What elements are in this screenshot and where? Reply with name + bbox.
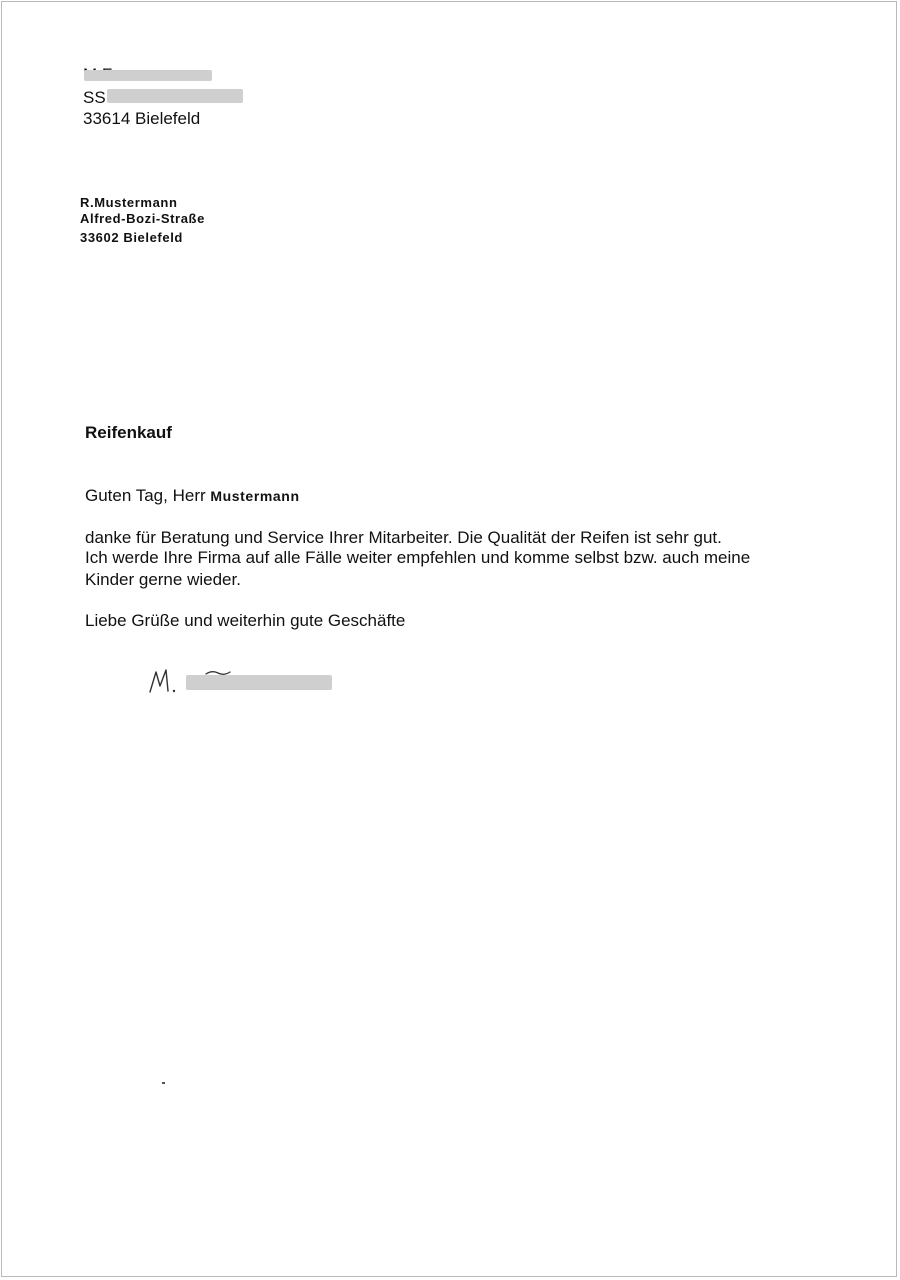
page-frame — [1, 1, 897, 1277]
recipient-street: Alfred-Bozi-Straße — [80, 211, 205, 226]
letter-closing: Liebe Grüße und weiterhin gute Geschäfte — [85, 611, 406, 630]
salutation-prefix: Guten Tag, Herr — [85, 486, 206, 505]
salutation — [85, 485, 300, 507]
sender-name-redaction — [84, 70, 212, 81]
sender-street-redaction — [107, 89, 243, 103]
recipient-city: 33602 Bielefeld — [80, 230, 183, 245]
scan-speck — [162, 1082, 165, 1084]
body-line: Kinder gerne wieder. — [85, 570, 241, 589]
recipient-name: R.Mustermann — [80, 195, 178, 210]
sender-street: SS — [83, 88, 106, 107]
salutation-name: Mustermann — [210, 488, 300, 504]
signature-redaction — [186, 675, 332, 690]
sender-city: 33614 Bielefeld — [83, 109, 201, 128]
letter-subject: Reifenkauf — [85, 423, 172, 442]
body-line: Ich werde Ihre Firma auf alle Fälle weiter empfehlen und komme selbst bzw. auch meine — [85, 548, 751, 567]
body-line: danke für Beratung und Service Ihrer Mitarbeiter. Die Qualität der Reifen ist sehr gut. — [85, 528, 722, 547]
